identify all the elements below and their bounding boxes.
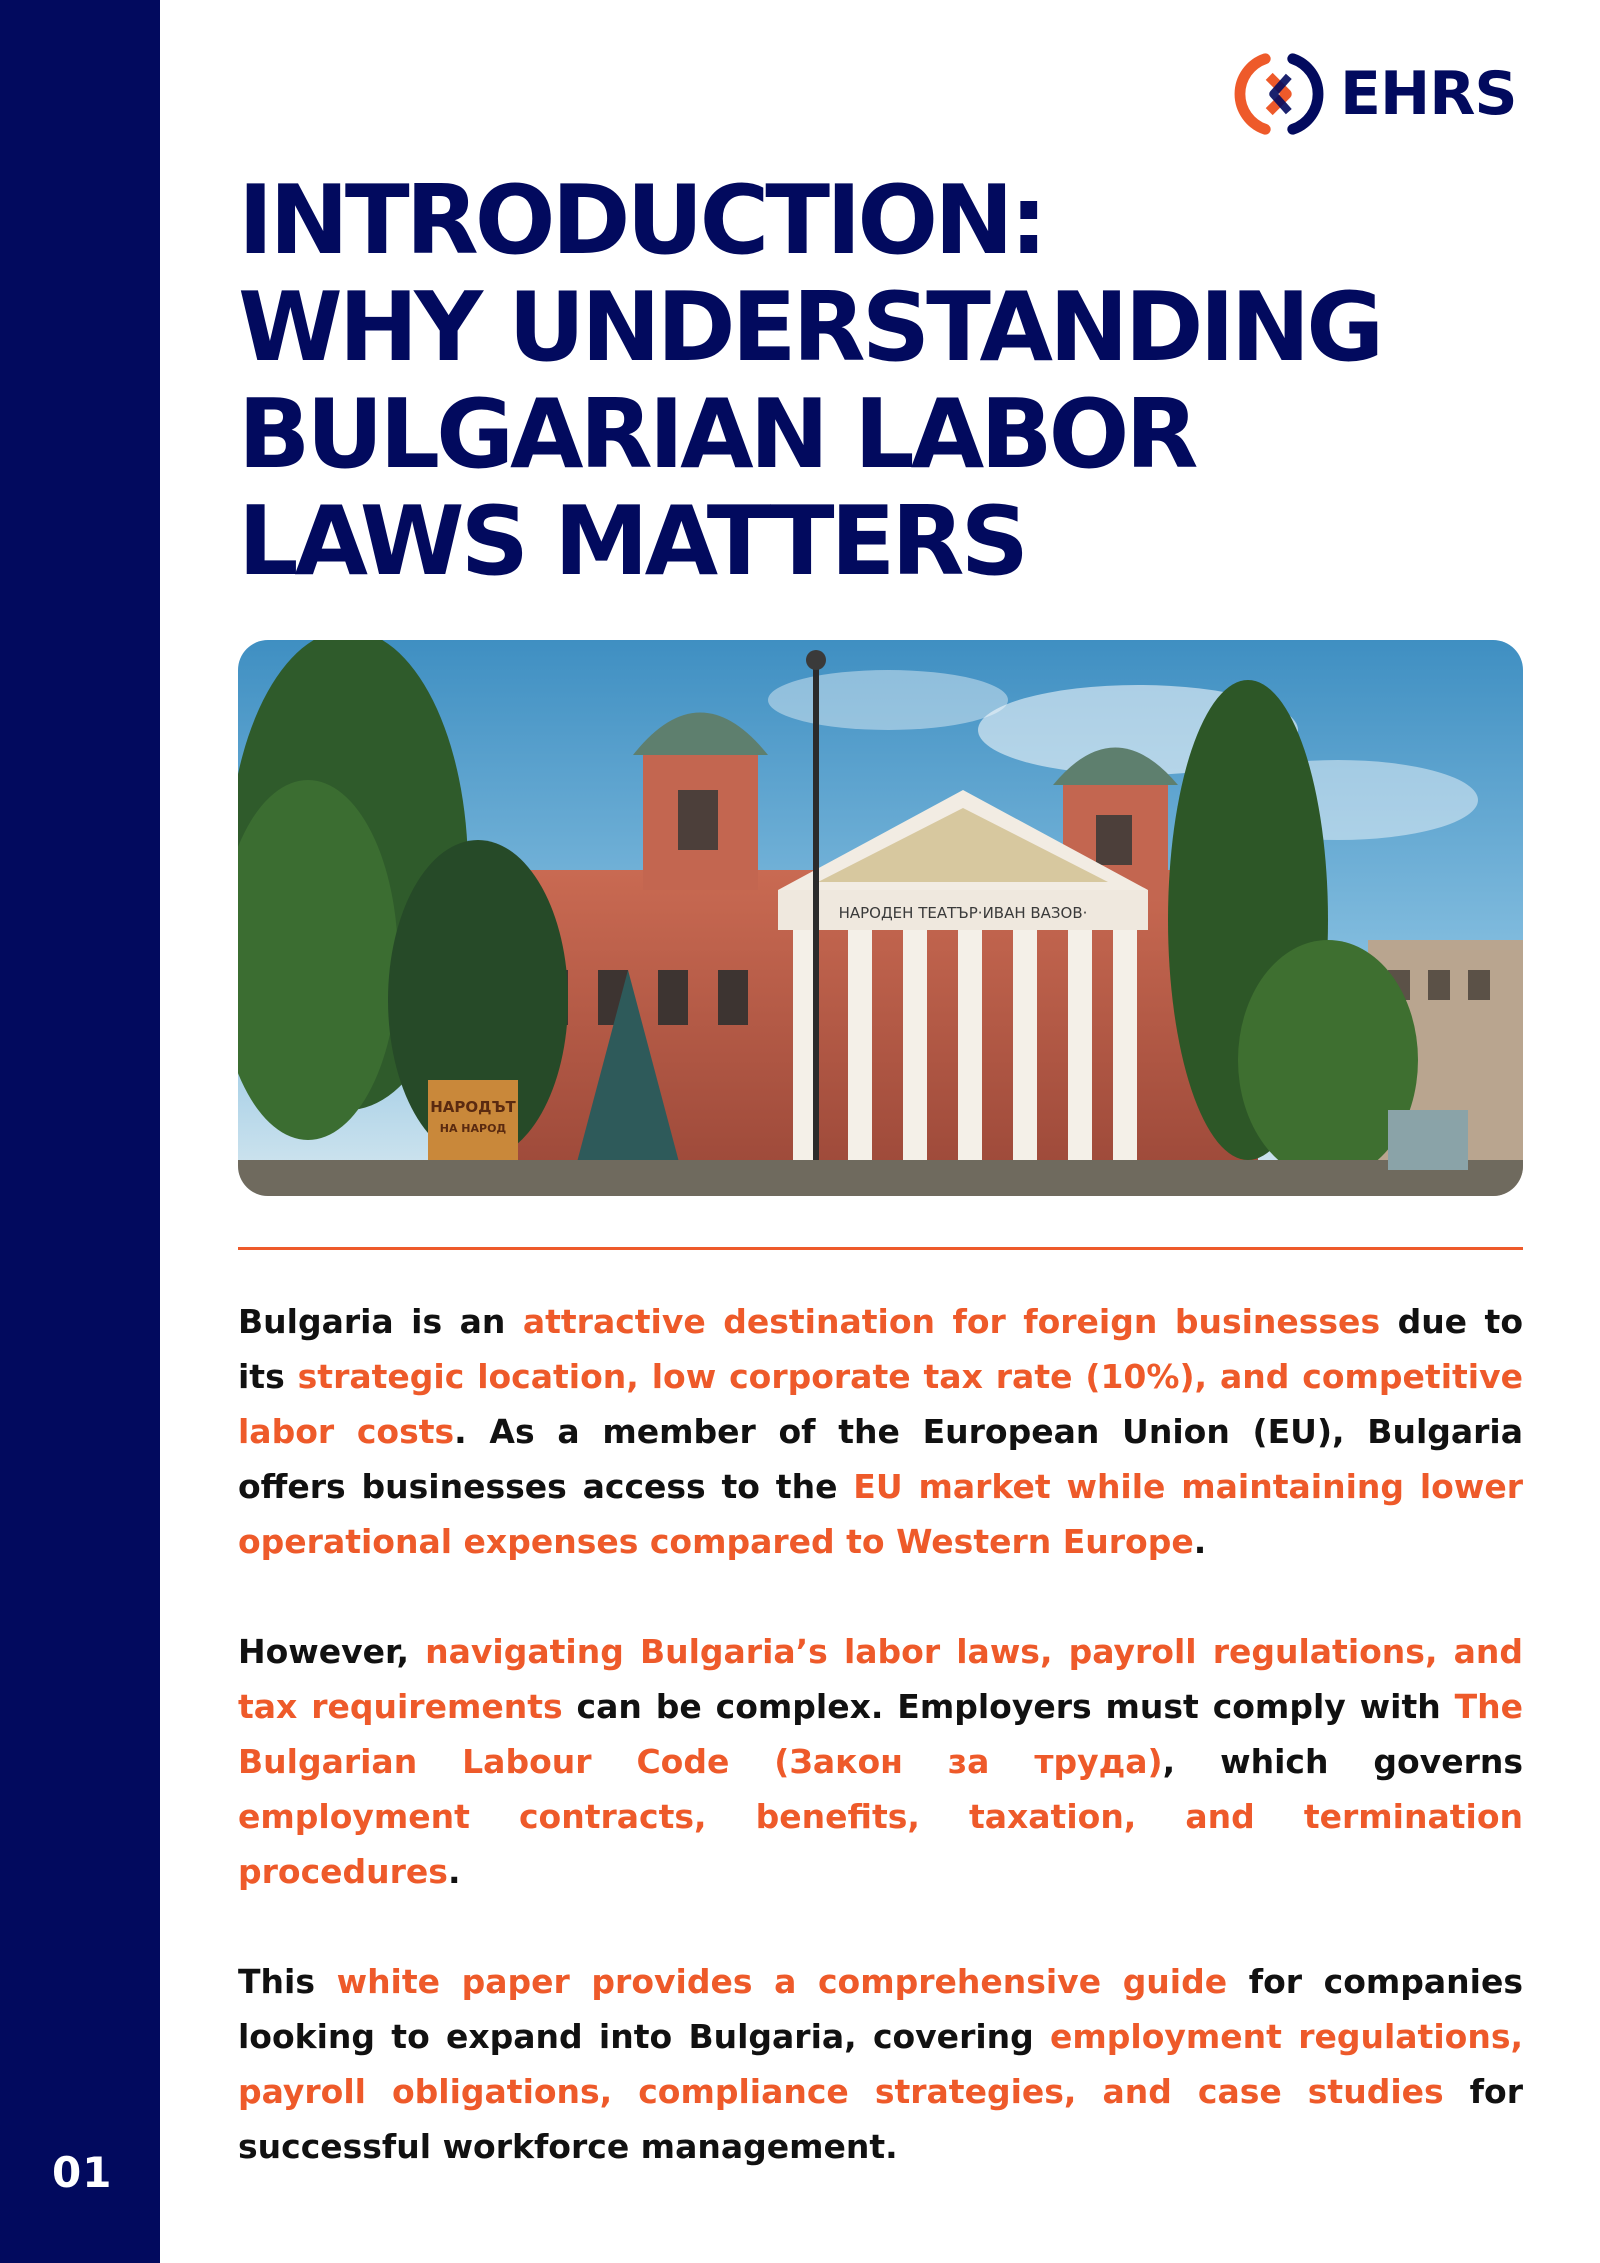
body-text-run: , which governs: [1162, 1742, 1523, 1781]
body-text-run: .: [447, 1852, 461, 1891]
national-theatre-photo: [238, 640, 1523, 1196]
body-text-run: due to its: [238, 1302, 1523, 1396]
body-text-run: for companies looking to expand into Bulgaria, covering: [238, 1962, 1523, 2056]
ehrs-logo: [1230, 44, 1517, 144]
body-text-run: for successful workforce management.: [238, 2072, 1523, 2166]
body-text-run: This: [238, 1962, 337, 2001]
body-text-run: .: [1193, 1522, 1207, 1561]
hero-image: [238, 640, 1523, 1196]
highlighted-text: employment regulations, payroll obligations, compliance strategies, and case studies: [238, 2017, 1523, 2111]
logo-text: EHRS: [1340, 59, 1517, 129]
body-text-run: . As a member of the European Union (EU), Bulgaria offers businesses access to the: [238, 1412, 1524, 1506]
intro-body: [238, 1294, 1523, 2229]
intro-paragraph: [238, 1294, 1523, 1569]
title-line: INTRODUCTION:: [238, 166, 1044, 276]
highlighted-text: EU market while maintaining lower operational expenses compared to Western Europe: [238, 1467, 1523, 1561]
highlighted-text: employment contracts, benefits, taxation, and termination procedures: [238, 1797, 1523, 1891]
intro-paragraph: [238, 1624, 1523, 1899]
body-text-run: However,: [238, 1632, 426, 1671]
page-number: 01: [52, 2148, 113, 2197]
sidebar: [0, 0, 160, 2263]
highlighted-text: navigating Bulgaria’s labor laws, payroll regulations, and tax requirements: [238, 1632, 1523, 1726]
highlighted-text: white paper provides a comprehensive guide: [336, 1962, 1228, 2001]
highlighted-text: attractive destination for foreign businesses: [522, 1302, 1381, 1341]
theatre-sign: НАРОДЕН ТЕАТЪР·ИВАН ВАЗОВ·: [838, 904, 1088, 922]
intro-paragraph: [238, 1954, 1523, 2174]
title-line: WHY UNDERSTANDING: [238, 273, 1381, 383]
poster-text: НА НАРОД: [439, 1122, 507, 1135]
highlighted-text: The Bulgarian Labour Code (Закон за труда): [238, 1687, 1523, 1781]
title-line: LAWS MATTERS: [238, 487, 1026, 597]
poster-text: НАРОДЪТ: [430, 1098, 516, 1116]
body-text-run: Bulgaria is an: [238, 1302, 523, 1341]
section-divider: [238, 1247, 1523, 1250]
page-title: [238, 168, 1538, 596]
ehrs-logo-icon: [1230, 45, 1328, 143]
body-text-run: can be complex. Employers must comply with: [562, 1687, 1455, 1726]
title-line: BULGARIAN LABOR: [238, 380, 1195, 490]
highlighted-text: strategic location, low corporate tax rate (10%), and competitive labor costs: [238, 1357, 1523, 1451]
